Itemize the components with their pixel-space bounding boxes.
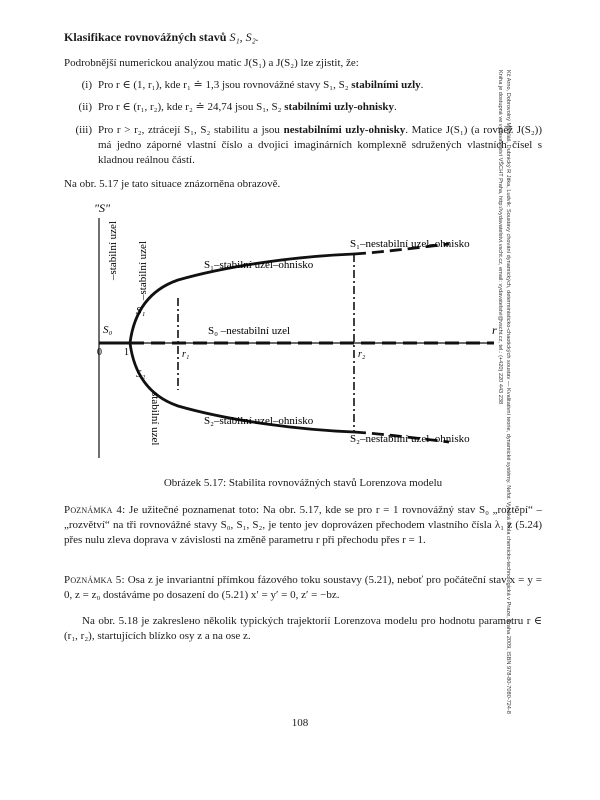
s0-stable-label: –stabilní uzel bbox=[107, 221, 119, 280]
list-item-text: Pro r > r₂, ztrácejí S₁, S₂ stabilitu a jsou nestabilními uzly-ohnisky. Matice J(S₁) (a rovněž J(S₂)) má jedno záporné vlastní číslo a dvojici imaginárních komplexně sdružených vlastních čísel s kladnou reálnou částí. bbox=[98, 124, 543, 166]
s1-focus-unstable-label: S₁–nestabilní uzel–ohnisko bbox=[350, 238, 470, 250]
list-item-number: (iii) bbox=[75, 124, 92, 136]
origin-tick-label: 0 bbox=[97, 347, 102, 358]
bifurcation-diagram bbox=[64, 202, 504, 464]
list-item bbox=[64, 123, 542, 171]
s1-focus-stable-label: S₁–stabilní uzel–ohnisko bbox=[204, 259, 314, 271]
list-item-number: (ii) bbox=[78, 101, 92, 113]
list-item bbox=[64, 100, 542, 116]
s2-focus-stable-label: S₂–stabilní uzel–ohnisko bbox=[204, 415, 314, 427]
section-title-vars: S₁, S₂. bbox=[229, 30, 259, 44]
intro-paragraph: Podrobnější numerickou analýzou matic J(S₁) a J(S₂) lze zjistit, že: bbox=[64, 57, 359, 69]
s-axis-label: "S" bbox=[94, 202, 111, 215]
s0-unstable-label: S₀ –nestabilní uzel bbox=[208, 325, 291, 337]
s2-focus-unstable-label: S₂–nestabilní uzel–ohnisko bbox=[350, 433, 470, 445]
list-item bbox=[64, 78, 542, 94]
figure-caption: Obrázek 5.17: Stabilita rovnovážných stavů Lorenzova modelu bbox=[163, 477, 443, 489]
section-title bbox=[64, 30, 259, 45]
note-5 bbox=[64, 573, 542, 603]
s1-stable-label: –stabilní uzel bbox=[137, 241, 149, 300]
list-item-text: Pro r ∈ (1, r₁), kde r₁ ≐ 1,3 jsou rovnovážné stavy S₁, S₂ stabilními uzly. bbox=[98, 79, 424, 91]
r1-tick-label: r₁ bbox=[182, 349, 190, 360]
s2-label: S₂ bbox=[136, 368, 146, 380]
note-5-heading: Poznámka 5: bbox=[64, 574, 125, 586]
note-4-text: Je užitečné poznamenat toto: Na obr. 5.17, kde se pro r = 1 rovnovážný stav S₀ „roztěpí“ – „rozvětví“ na tři rovnovážné stavy S₀, S₁, S₂, je tento jev doprovázen přechodem vlastního čísla λ₁ z (5.24) přes nulu zleva doprava v závislosti na změně parametru r při přechodu přes r = 1. bbox=[64, 504, 543, 546]
figure-reference-paragraph: Na obr. 5.17 je tato situace znázorněna obrazově. bbox=[64, 178, 281, 190]
closing-paragraph: Na obr. 5.18 je zakreslено několik typických trajektorií Lorenzova modelu pro hodnotu parametru r ∈ (r₁, r₂), startujících blízko osy z a na ose z. bbox=[64, 615, 542, 642]
s1-label: S₁ bbox=[136, 305, 146, 317]
s0-label: S₀ bbox=[103, 324, 113, 336]
note-4 bbox=[64, 503, 542, 548]
r-axis-label: r bbox=[492, 323, 497, 337]
list-item-number: (i) bbox=[81, 79, 92, 91]
section-title-text: Klasifikace rovnovážných stavů bbox=[64, 30, 227, 44]
one-tick-label: 1 bbox=[124, 347, 129, 358]
page-number: 108 bbox=[291, 717, 309, 729]
side-note-line-2: Kniha je dostupná ve vydavatelství VŠCHT Praha, http://vydavatelstvi.vscht.cz, email: vydavatelstvi@vscht.cz, tel.: (+420) 220 443 238 bbox=[497, 70, 503, 405]
list-item-text: Pro r ∈ (r₁, r₂), kde r₂ ≐ 24,74 jsou S₁, S₂ stabilními uzly-ohnisky. bbox=[98, 101, 397, 113]
side-note-line-1: Kč Arno, Dobrovolný Mikuláš, Dubnický R Jitka, Ludvík: Soustavy chování dynamických, deterministicko-chaotických soustav — Kvalitativní teorie, dynamické systémy. Nefot. Vysoká škola chemicko-technologická v Praze, Praha 2009, ISBN 978-80-7080-724-8 bbox=[505, 70, 511, 714]
note-4-heading: Poznámka 4: bbox=[64, 504, 126, 516]
s2-stable-label: stabilní uzel bbox=[149, 392, 161, 446]
note-5-text: Osa z je invariantní přímkou fázového toku soustavy (5.21), neboť pro počáteční stav x = y = 0, z = z₀ dostáváme po dosazení do (5.21) x′ = y′ = 0, z′ = −bz. bbox=[64, 574, 543, 601]
r2-tick-label: r₂ bbox=[358, 349, 366, 360]
